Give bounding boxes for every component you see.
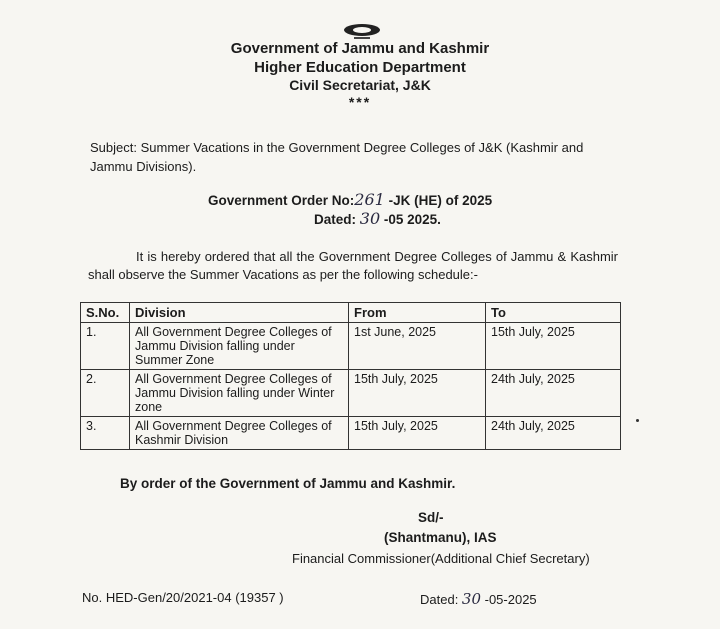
cell-division: All Government Degree Colleges of Jammu Division falling under Winter zone	[130, 370, 349, 417]
reference-date	[420, 590, 537, 608]
col-header-sno: S.No.	[81, 303, 130, 323]
col-header-to: To	[486, 303, 621, 323]
subject-text: Summer Vacations in the Government Degree Colleges of J&K (Kashmir and Jammu Divisions).	[90, 140, 584, 174]
closing-statement: By order of the Government of Jammu and Kashmir.	[120, 476, 456, 491]
reference-number: No. HED-Gen/20/2021-04 (19357 )	[82, 590, 284, 605]
order-number: 261	[354, 190, 385, 209]
order-dated-rest: -05 2025.	[380, 212, 441, 227]
reference-date-rest: -05-2025	[481, 592, 537, 607]
header-secretariat: Civil Secretariat, J&K	[289, 77, 431, 93]
order-number-line	[208, 190, 492, 209]
order-prefix: Government Order No:	[208, 193, 355, 208]
header-government: Government of Jammu and Kashmir	[230, 40, 490, 57]
reference-date-day: 30	[461, 590, 482, 608]
cell-sno: 3.	[81, 417, 130, 450]
table-header-row	[81, 303, 621, 323]
signatory-title: Financial Commissioner(Additional Chief Secretary)	[292, 551, 590, 566]
order-suffix: -JK (HE) of 2025	[384, 193, 493, 208]
col-header-division: Division	[130, 303, 349, 323]
cell-from: 1st June, 2025	[349, 323, 486, 370]
subject-label: Subject:	[90, 140, 137, 155]
table-row	[81, 417, 621, 450]
cell-division: All Government Degree Colleges of Kashmir Division	[130, 417, 349, 450]
reference-date-label: Dated:	[420, 592, 462, 607]
table-row	[81, 370, 621, 417]
cell-to: 24th July, 2025	[486, 417, 621, 450]
cell-sno: 2.	[81, 370, 130, 417]
cell-division: All Government Degree Colleges of Jammu Division falling under Summer Zone	[130, 323, 349, 370]
cell-from: 15th July, 2025	[349, 370, 486, 417]
order-dated-line	[314, 209, 441, 228]
header-stars: ***	[348, 94, 372, 110]
col-header-from: From	[349, 303, 486, 323]
order-dated-label: Dated:	[314, 212, 360, 227]
cell-to: 24th July, 2025	[486, 370, 621, 417]
order-body-text: It is hereby ordered that all the Government Degree Colleges of Jammu & Kashmir shall observe the Summer Vacations as per the following schedule:-	[88, 249, 618, 282]
table-row	[81, 323, 621, 370]
vacation-schedule-table	[80, 302, 621, 450]
signature-sd: Sd/-	[418, 510, 444, 525]
signatory-name: (Shantmanu), IAS	[384, 530, 497, 545]
cell-to: 15th July, 2025	[486, 323, 621, 370]
header-department: Higher Education Department	[254, 59, 466, 76]
cell-from: 15th July, 2025	[349, 417, 486, 450]
cell-sno: 1.	[81, 323, 130, 370]
government-emblem-icon	[340, 22, 384, 42]
ink-dot	[636, 419, 639, 422]
subject-block	[90, 138, 590, 176]
order-dated-day: 30	[359, 209, 381, 228]
